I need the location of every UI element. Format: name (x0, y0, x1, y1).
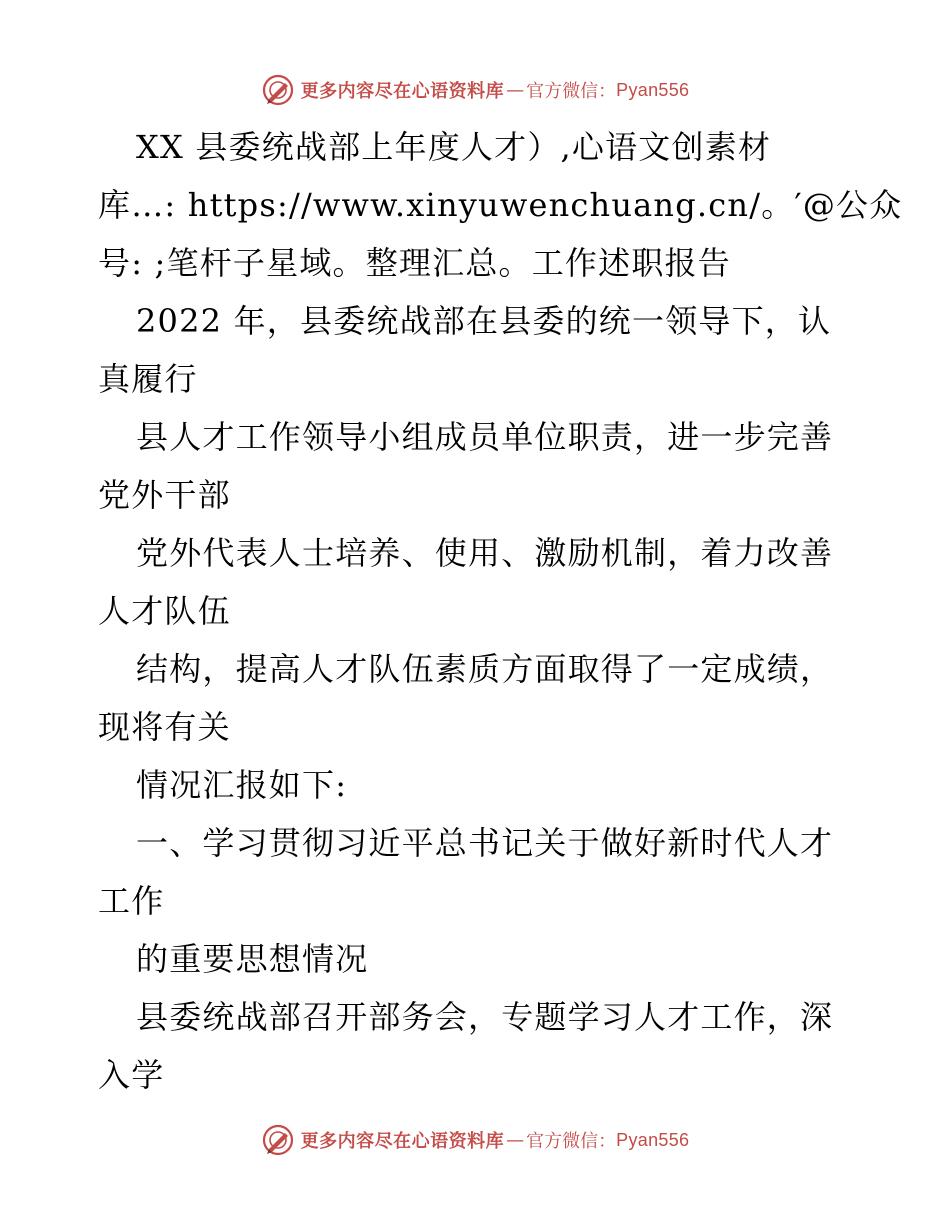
body-line: 入学 (98, 1056, 165, 1094)
body-line: 号: ;笔杆子星域。整理汇总。工作述职报告 (98, 244, 731, 282)
header-contact-value: Pyan556 (616, 79, 690, 100)
body-line: 真履行 (98, 360, 198, 398)
body-line: 现将有关 (98, 708, 231, 746)
body-line: 结构，提高人才队伍素质方面取得了一定成绩， (136, 650, 834, 688)
header-watermark (0, 70, 950, 110)
pen-logo-icon (261, 1123, 295, 1157)
body-line: 库…: https://www.xinyuwenchuang.cn/。′@公众 (98, 186, 903, 224)
footer-contact-label: 官方微信： (526, 1131, 617, 1152)
footer-watermark (0, 1120, 950, 1160)
body-line: 情况汇报如下: (136, 766, 348, 804)
footer-contact-value: Pyan556 (616, 1129, 690, 1150)
body-line: 人才队伍 (98, 592, 231, 630)
body-line: 的重要思想情况 (136, 940, 369, 978)
section-heading: 一、学习贯彻习近平总书记关于做好新时代人才 (136, 824, 834, 862)
document-body (98, 118, 903, 1104)
footer-separator: — (506, 1129, 525, 1151)
header-brand-text: 更多内容尽在心语资料库 (300, 81, 505, 102)
body-line: 党外干部 (98, 476, 231, 514)
pen-logo-icon (261, 73, 295, 107)
footer-brand-text: 更多内容尽在心语资料库 (300, 1131, 505, 1152)
header-separator: — (506, 79, 525, 101)
body-line: 县委统战部召开部务会，专题学习人才工作，深 (136, 998, 834, 1036)
body-line: 党外代表人士培养、使用、激励机制，着力改善 (136, 534, 834, 572)
header-contact-label: 官方微信： (526, 81, 617, 102)
body-line: 2022 年，县委统战部在县委的统一领导下，认 (136, 302, 832, 340)
body-line: 县人才工作领导小组成员单位职责，进一步完善 (136, 418, 834, 456)
section-heading-cont: 工作 (98, 882, 165, 920)
body-line: XX 县委统战部上年度人才）,心语文创素材 (136, 128, 772, 166)
